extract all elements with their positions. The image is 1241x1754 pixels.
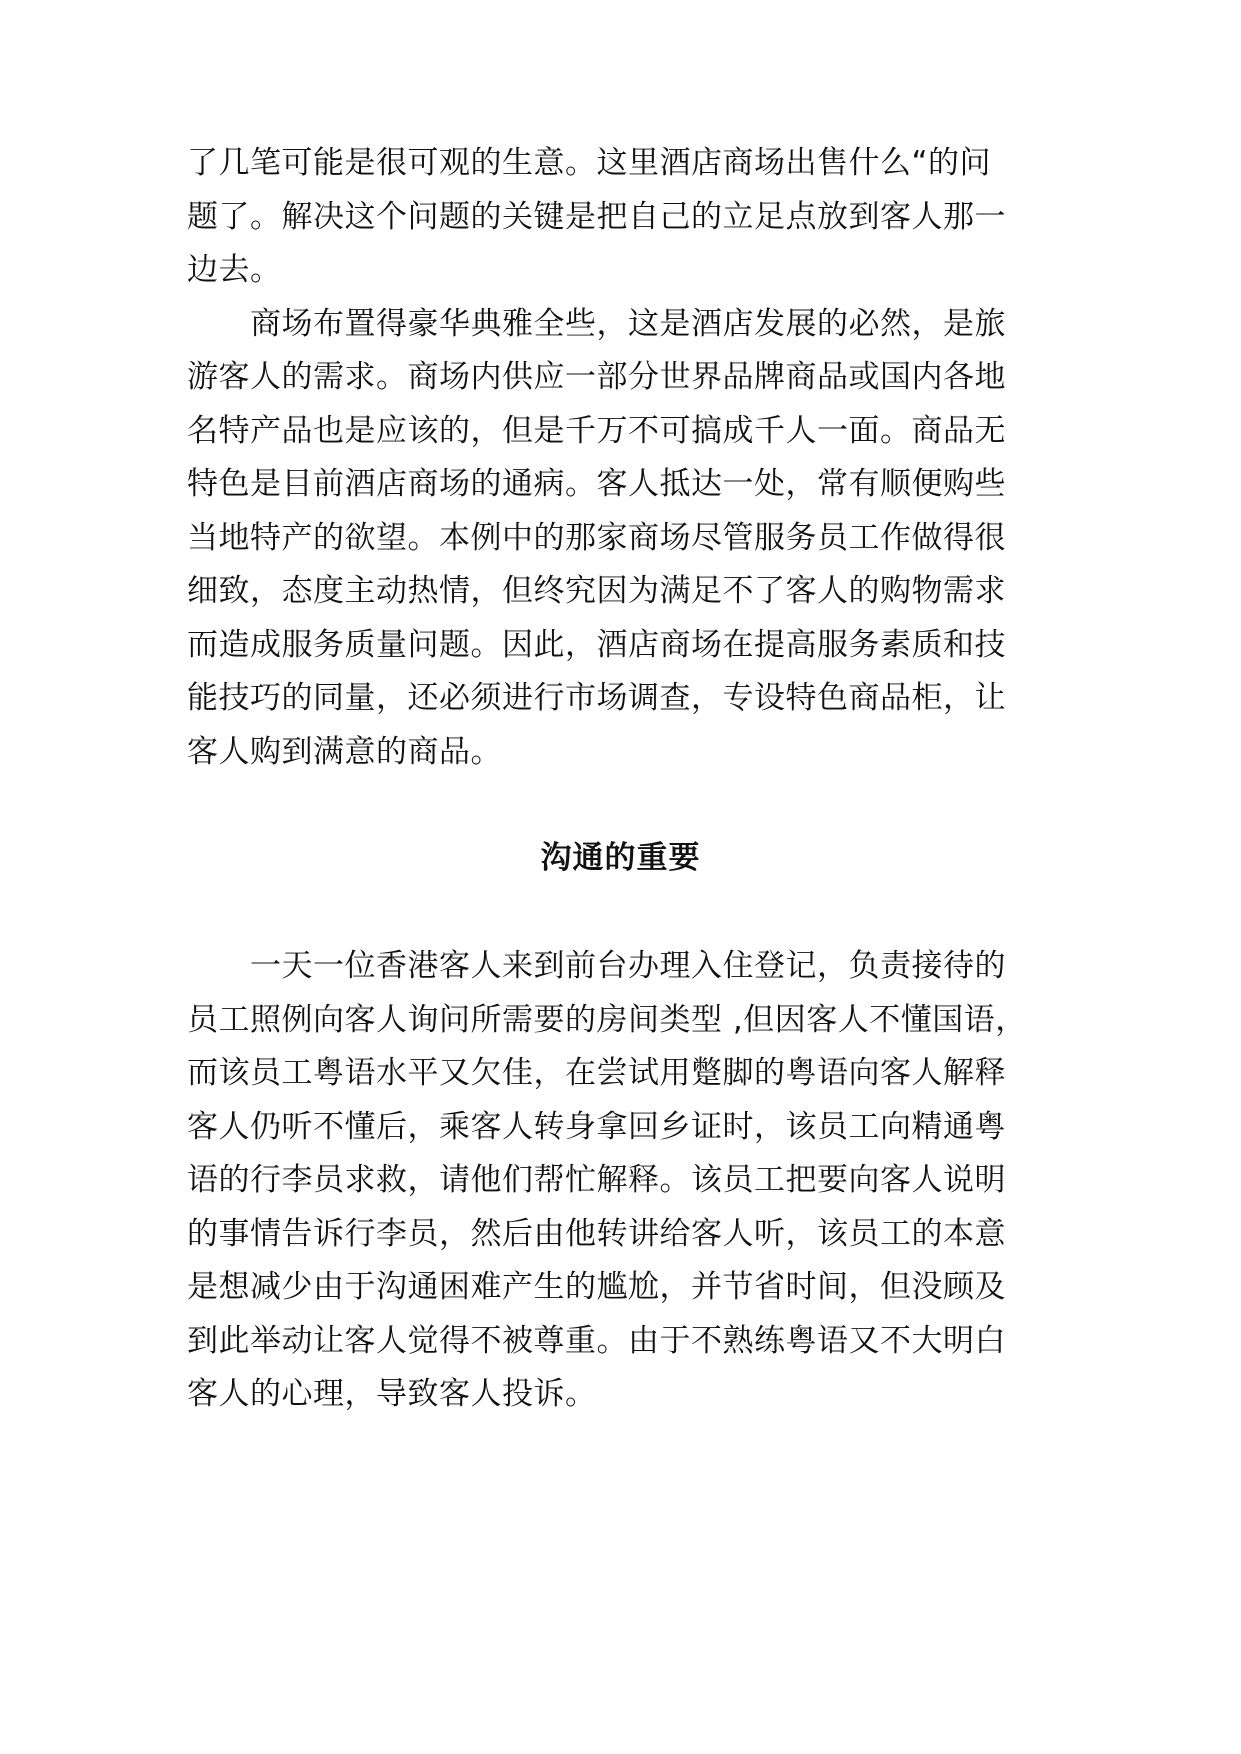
text-line: 能技巧的同量，还必须进行市场调查，专设特色商品柜，让 <box>187 680 1006 716</box>
text-line: 语的行李员求救，请他们帮忙解释。该员工把要向客人说明 <box>187 1162 1006 1198</box>
text-line: 一天一位香港客人来到前台办理入住登记，负责接待的 <box>250 948 1006 984</box>
text-line: 而该员工粤语水平又欠佳，在尝试用蹩脚的粤语向客人解释 <box>187 1055 1006 1091</box>
text-line: 题了。解决这个问题的关键是把自己的立足点放到客人那一 <box>187 199 1006 235</box>
text-line: 细致，态度主动热情，但终究因为满足不了客人的购物需求 <box>187 573 1006 609</box>
text-line: 边去。 <box>187 252 282 288</box>
text-line: 特色是目前酒店商场的通病。客人抵达一处，常有顺便购些 <box>187 466 1006 502</box>
text-line: 客人购到满意的商品。 <box>187 734 502 770</box>
text-line: 了几笔可能是很可观的生意。这里酒店商场出售什么“的问 <box>187 145 992 181</box>
text-line: 是想减少由于沟通困难产生的尴尬，并节省时间，但没顾及 <box>187 1269 1006 1305</box>
text-line: 而造成服务质量问题。因此，酒店商场在提高服务素质和技 <box>187 627 1006 663</box>
text-line: 客人仍听不懂后，乘客人转身拿回乡证时，该员工向精通粤 <box>187 1109 1006 1145</box>
text-line: 的事情告诉行李员，然后由他转讲给客人听，该员工的本意 <box>187 1216 1006 1252</box>
text-line: 游客人的需求。商场内供应一部分世界品牌商品或国内各地 <box>187 359 1006 395</box>
text-line: 当地特产的欲望。本例中的那家商场尽管服务员工作做得很 <box>187 520 1006 556</box>
text-line: 员工照例向客人询问所需要的房间类型 ,但因客人不懂国语， <box>187 1002 1027 1038</box>
text-line: 到此举动让客人觉得不被尊重。由于不熟练粤语又不大明白 <box>187 1323 1006 1359</box>
section-title: 沟通的重要 <box>540 840 701 876</box>
text-line: 客人的心理，导致客人投诉。 <box>187 1376 597 1412</box>
text-line: 名特产品也是应该的，但是千万不可搞成千人一面。商品无 <box>187 413 1006 449</box>
text-line: 商场布置得豪华典雅全些，这是酒店发展的必然，是旅 <box>250 306 1006 342</box>
